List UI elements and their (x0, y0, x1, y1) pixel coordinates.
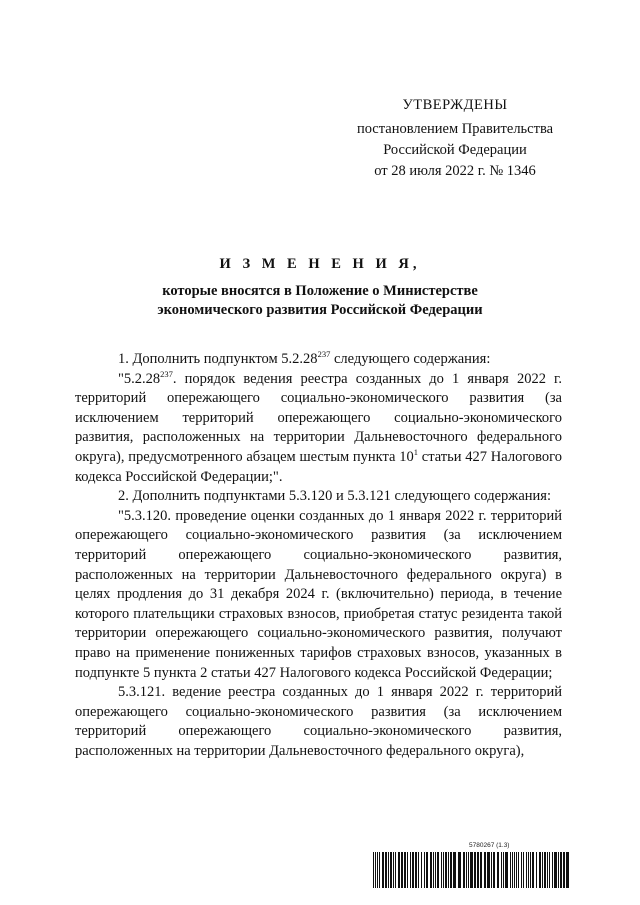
barcode-icon (373, 852, 569, 888)
paragraph-2-text: "5.2.28 (118, 370, 161, 387)
heading-subtitle-line-2: экономического развития Российской Федерации (157, 302, 483, 318)
paragraph-1-superscript: 237 (317, 349, 331, 359)
paragraph-1-text-end: следующего содержания: (330, 351, 491, 367)
paragraph-2 (75, 370, 562, 488)
approval-title: УТВЕРЖДЕНЫ (402, 97, 508, 113)
heading-title: И З М Е Н Е Н И Я, (219, 256, 421, 272)
heading-subtitle-line-1: которые вносятся в Положение о Министерстве (162, 283, 478, 299)
paragraph-2-superscript: 237 (160, 368, 173, 379)
document-footer (373, 842, 569, 892)
paragraph-3: 2. Дополнить подпунктами 5.3.120 и 5.3.121 следующего содержания: (118, 488, 551, 505)
approval-block (330, 95, 580, 182)
paragraph-2-superscript-2: 1 (413, 446, 418, 457)
paragraph-5: 5.3.121. ведение реестра созданных до 1 января 2022 г. территорий опережающего социально-экономического развития (за исключением территорий опережающего социально-экономического развития, расположенных на территории Дальневосточного федерального округа), (75, 684, 562, 759)
paragraph-1 (75, 350, 562, 370)
paragraph-1-text: 1. Дополнить подпунктом 5.2.28 (118, 351, 318, 367)
paragraph-2-text-mid: . порядок ведения реестра созданных до 1 января 2022 г. территорий опережающего социально-экономического развития (за исключением территорий опережающего социально-экономического развития, расположенных на территории Дальневосточного федерального округа), предусмотренного абзацем шестым пункта 10 (75, 370, 562, 465)
approval-line-1: постановлением Правительства (356, 121, 554, 137)
paragraph-4: "5.3.120. проведение оценки созданных до 1 января 2022 г. территорий опережающего социально-экономического развития (за исключением территорий опережающего социально-экономического развития, расположенных на территории Дальневосточного федерального округа) в целях продления до 31 декабря 2024 г. (включительно) периода, в течение которого плательщики страховых взносов, приобретая статус резидента такой территории опережающего социально-экономического развития, получают право на применение пониженных тарифов страховых взносов, указанных в подпункте 5 пункта 2 статьи 427 Налогового кодекса Российской Федерации; (75, 507, 562, 681)
approval-line-3: от 28 июля 2022 г. № 1346 (374, 163, 536, 179)
approval-line-2: Российской Федерации (383, 142, 527, 158)
barcode-number: 5780267 (1.3) (469, 842, 510, 849)
paragraph-2-text-end: статьи 427 Налогового кодекса Российской Федерации;". (75, 448, 562, 485)
document-body (75, 350, 562, 761)
document-heading (0, 256, 640, 320)
